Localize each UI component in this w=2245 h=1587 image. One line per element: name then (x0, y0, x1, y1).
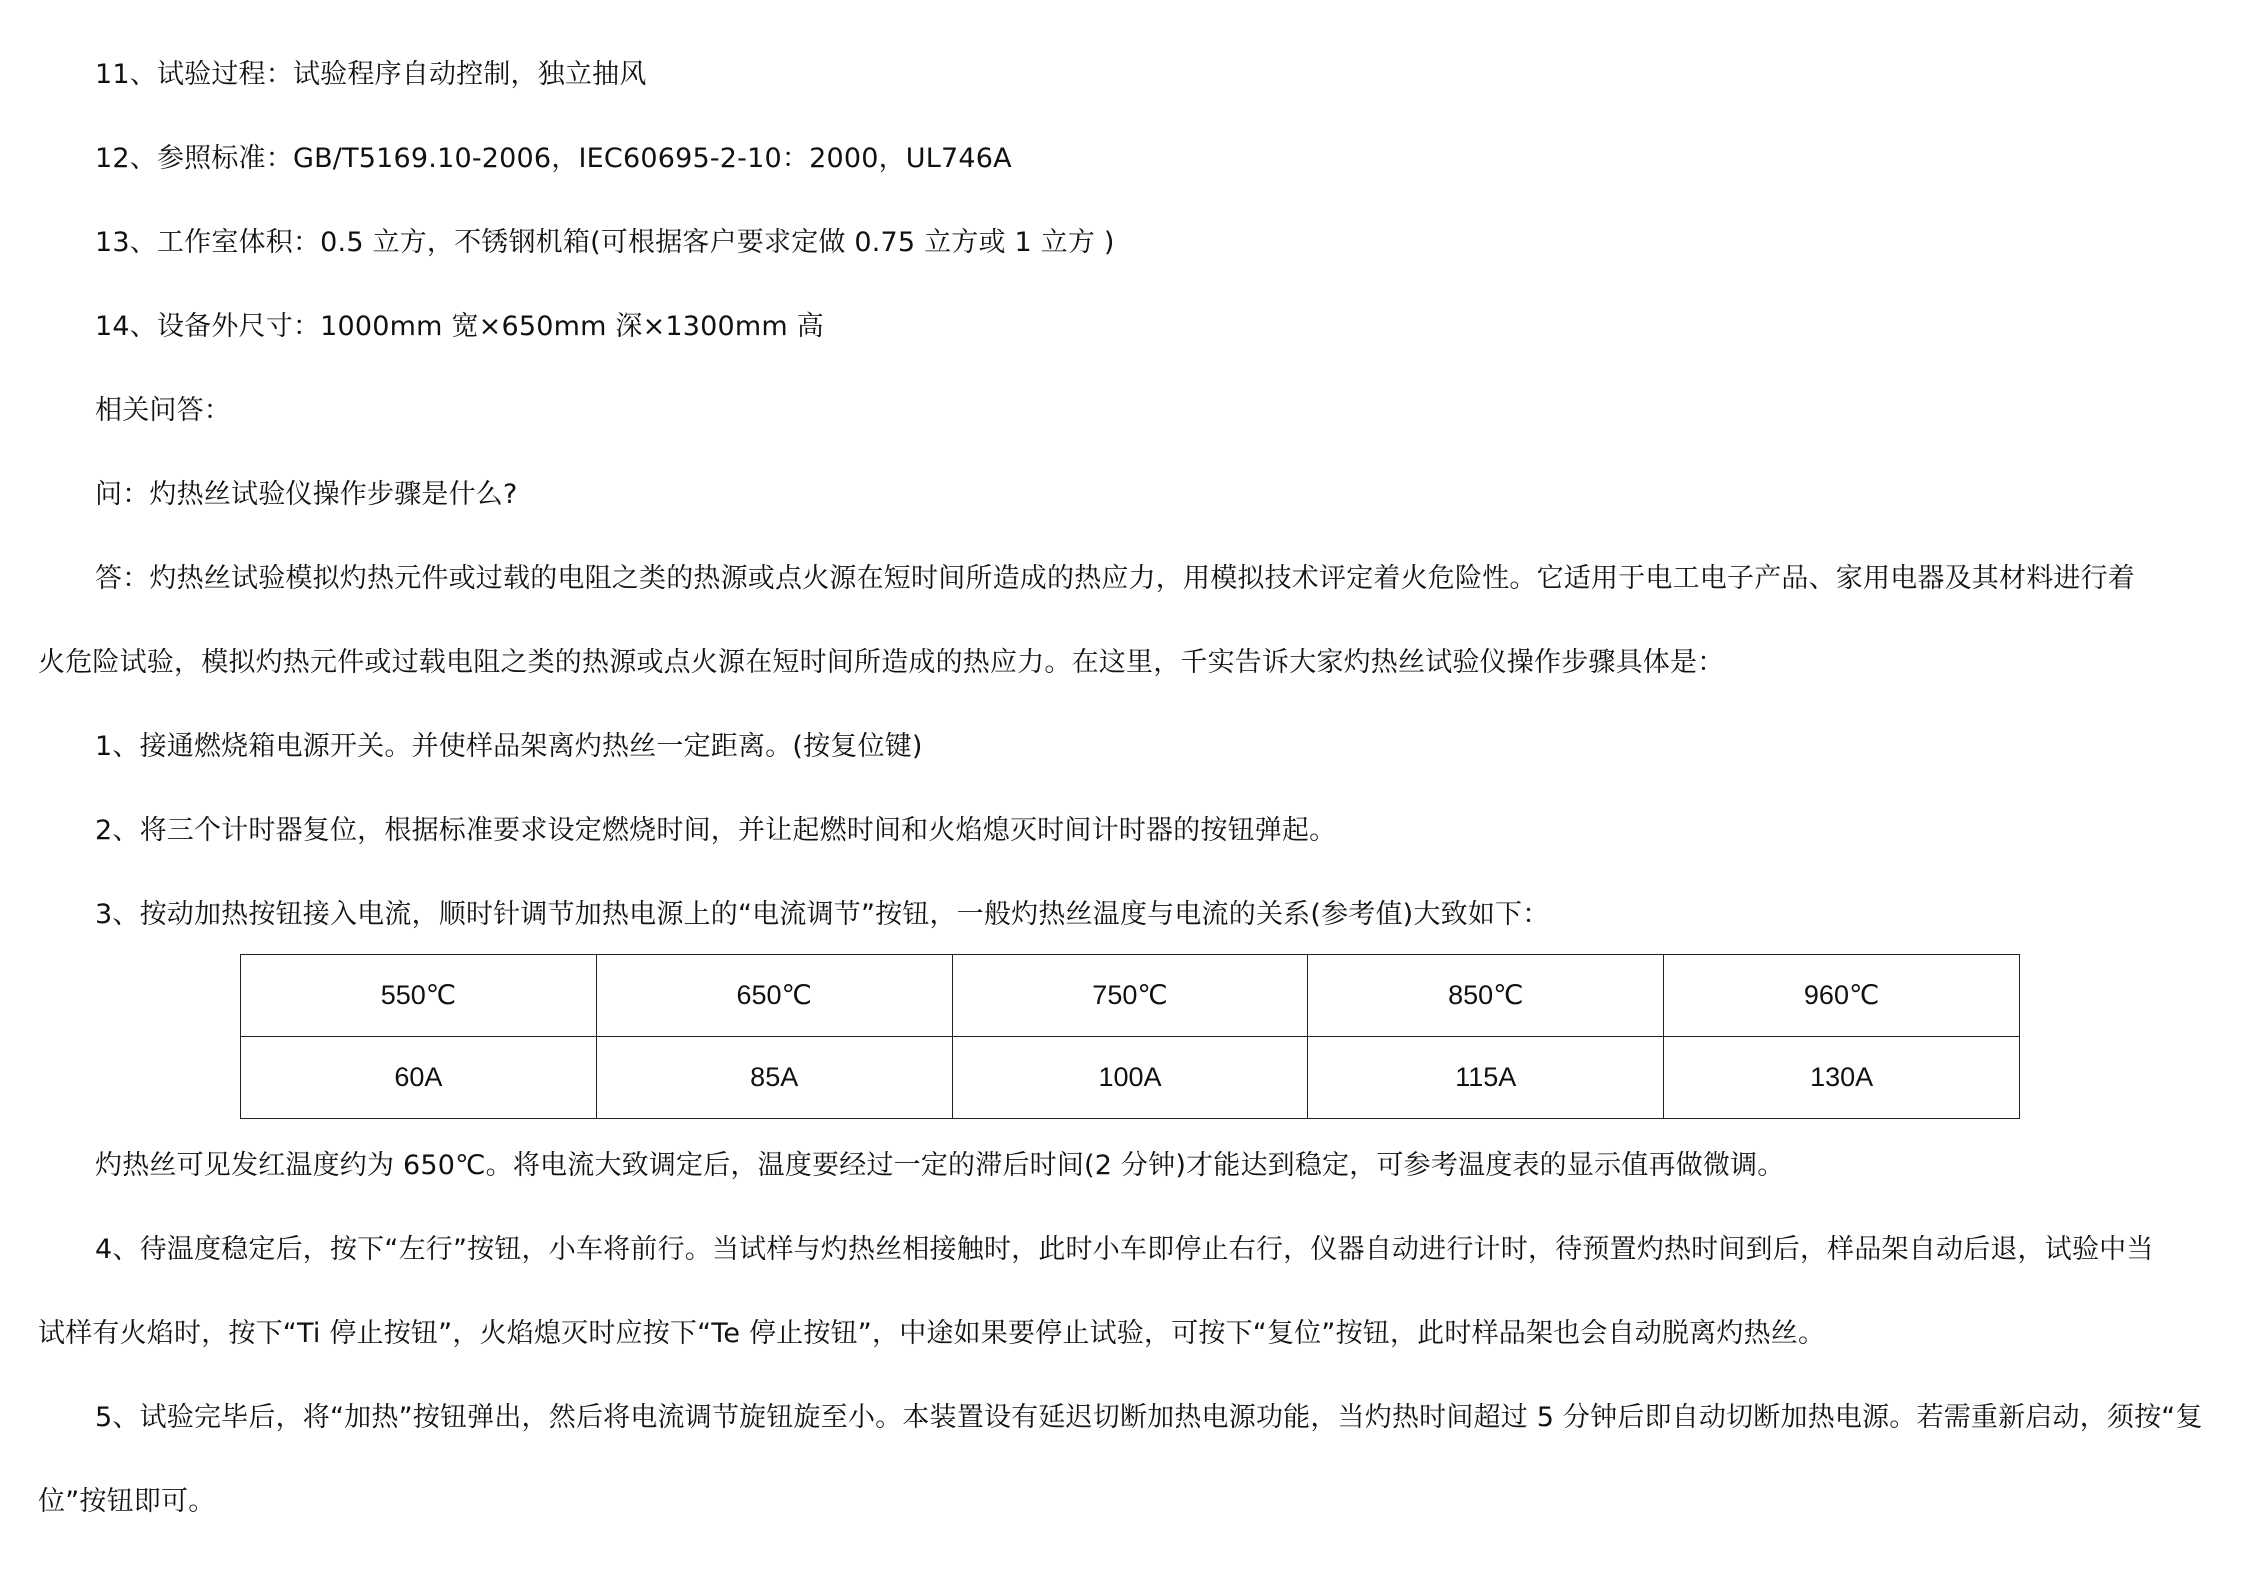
table-cell-current: 100A (952, 1037, 1308, 1119)
answer-line-2: 火危险试验，模拟灼热元件或过载电阻之类的热源或点火源在短时间所造成的热应力。在这里，千实告诉大家灼热丝试验仪操作步骤具体是： (38, 647, 1725, 678)
qa-heading: 相关问答： (95, 395, 231, 426)
table-cell-current: 115A (1308, 1037, 1664, 1119)
answer-line-1: 答：灼热丝试验模拟灼热元件或过载的电阻之类的热源或点火源在短时间所造成的热应力，用模拟技术评定着火危险性。它适用于电工电子产品、家用电器及其材料进行着 (95, 563, 2135, 594)
step-4-line-2: 试样有火焰时，按下“Ti 停止按钮”，火焰熄灭时应按下“Te 停止按钮”，中途如果要停止试验，可按下“复位”按钮，此时样品架也会自动脱离灼热丝。 (38, 1318, 1826, 1349)
table-cell-current: 130A (1664, 1037, 2020, 1119)
spec-line-13: 13、工作室体积：0.5 立方，不锈钢机箱(可根据客户要求定做 0.75 立方或 1 立方 ) (95, 227, 1115, 258)
spec-line-14: 14、设备外尺寸：1000mm 宽×650mm 深×1300mm 高 (95, 311, 824, 342)
table-row-temperature (241, 955, 2020, 1037)
step-5-line-2: 位”按钮即可。 (38, 1486, 216, 1517)
spec-line-12: 12、参照标准：GB/T5169.10-2006，IEC60695-2-10：2000，UL746A (95, 143, 1012, 174)
table-cell-temperature: 650℃ (596, 955, 952, 1037)
table-cell-current: 60A (241, 1037, 597, 1119)
question-text: 问：灼热丝试验仪操作步骤是什么? (95, 479, 518, 510)
table-cell-temperature: 550℃ (241, 955, 597, 1037)
table-cell-temperature: 750℃ (952, 955, 1308, 1037)
step-1: 1、接通燃烧箱电源开关。并使样品架离灼热丝一定距离。(按复位键) (95, 731, 923, 762)
temperature-current-table (240, 954, 2020, 1119)
table-row-current (241, 1037, 2020, 1119)
step-3: 3、按动加热按钮接入电流，顺时针调节加热电源上的“电流调节”按钮，一般灼热丝温度与电流的关系(参考值)大致如下： (95, 899, 1550, 930)
table-cell-current: 85A (596, 1037, 952, 1119)
spec-line-11: 11、试验过程：试验程序自动控制，独立抽风 (95, 59, 647, 90)
step-4-line-1: 4、待温度稳定后，按下“左行”按钮，小车将前行。当试样与灼热丝相接触时，此时小车即停止右行，仪器自动进行计时，待预置灼热时间到后，样品架自动后退，试验中当 (95, 1234, 2154, 1265)
note-text: 灼热丝可见发红温度约为 650℃。将电流大致调定后，温度要经过一定的滞后时间(2 分钟)才能达到稳定，可参考温度表的显示值再做微调。 (95, 1150, 1785, 1181)
step-2: 2、将三个计时器复位，根据标准要求设定燃烧时间，并让起燃时间和火焰熄灭时间计时器的按钮弹起。 (95, 815, 1337, 846)
step-5-line-1: 5、试验完毕后，将“加热”按钮弹出，然后将电流调节旋钮旋至小。本装置设有延迟切断加热电源功能，当灼热时间超过 5 分钟后即自动切断加热电源。若需重新启动，须按“复 (95, 1402, 2203, 1433)
table-cell-temperature: 850℃ (1308, 955, 1664, 1037)
table-cell-temperature: 960℃ (1664, 955, 2020, 1037)
